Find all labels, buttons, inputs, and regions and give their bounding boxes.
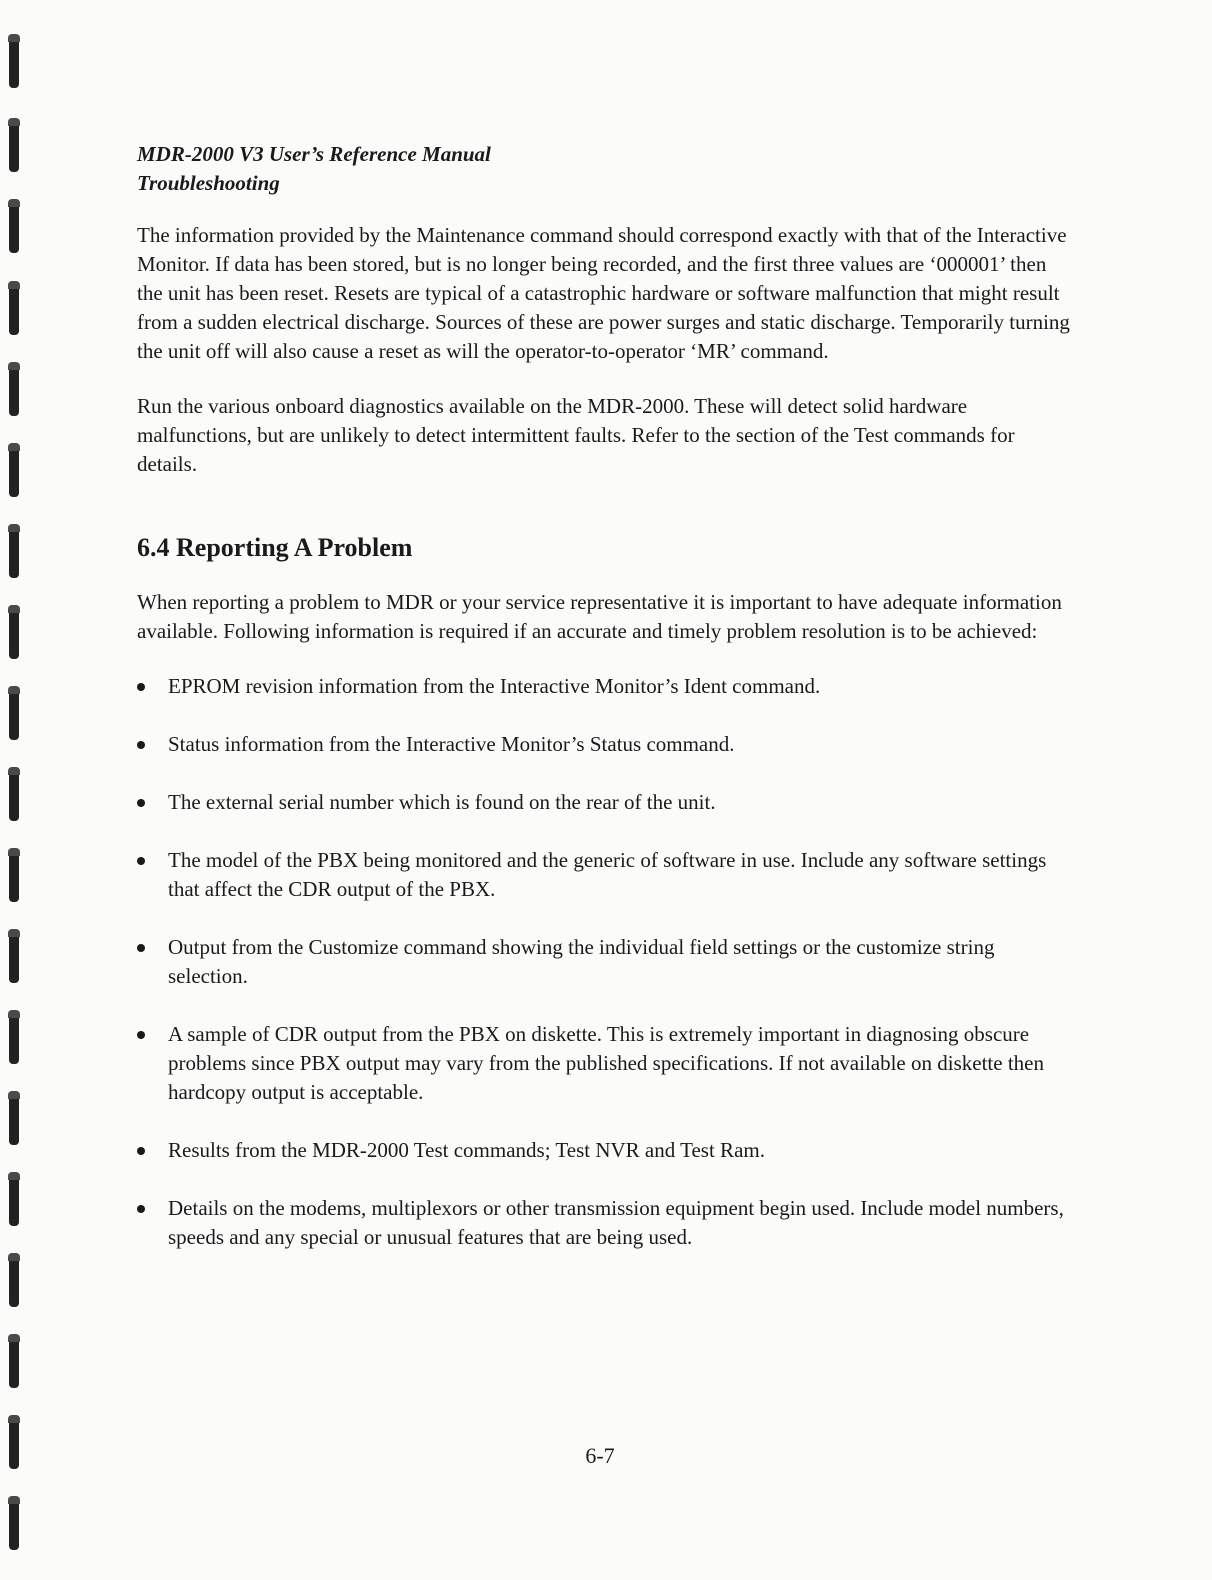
list-item xyxy=(137,788,1072,817)
punch-hole xyxy=(9,203,19,253)
bullet-icon xyxy=(137,944,145,952)
punch-hole xyxy=(9,1500,19,1550)
punch-hole xyxy=(9,1419,19,1469)
section-heading: 6.4 Reporting A Problem xyxy=(137,533,413,562)
list-item xyxy=(137,1194,1072,1252)
list-item-text: Status information from the Interactive Monitor’s Status command. xyxy=(168,732,735,756)
punch-hole xyxy=(9,1014,19,1064)
document-page xyxy=(137,140,1072,1252)
bullet-icon xyxy=(137,683,145,691)
list-item xyxy=(137,846,1072,904)
list-item xyxy=(137,730,1072,759)
requirements-list xyxy=(137,672,1072,1252)
punch-hole xyxy=(9,1176,19,1226)
bullet-icon xyxy=(137,1031,145,1039)
punch-hole xyxy=(9,447,19,497)
list-item xyxy=(137,933,1072,991)
paragraph-maintenance: The information provided by the Maintenance command should correspond exactly with that of the Interactive Monitor. If data has been stored, but is no longer being recorded, and the first three values are ‘000001’ then the unit has been reset. Resets are typical of a catastrophic hardware or software malfunction that might result from a sudden electrical discharge. Sources of these are power surges and static discharge. Temporarily turning the unit off will also cause a reset as will the operator-to-operator ‘MR’ command. xyxy=(137,223,1070,363)
punch-hole xyxy=(9,852,19,902)
paragraph-diagnostics: Run the various onboard diagnostics available on the MDR-2000. These will detect solid hardware malfunctions, but are unlikely to detect intermittent faults. Refer to the section of the Test commands for details. xyxy=(137,394,1015,476)
bullet-icon xyxy=(137,799,145,807)
punch-hole xyxy=(9,122,19,172)
list-item-text: A sample of CDR output from the PBX on diskette. This is extremely important in diagnosing obscure problems since PBX output may vary from the published specifications. If not available on diskette then hardcopy output is acceptable. xyxy=(168,1022,1044,1104)
binding-punch-holes xyxy=(0,0,40,1580)
punch-hole xyxy=(9,366,19,416)
list-item-text: The model of the PBX being monitored and the generic of software in use. Include any software settings that affect the CDR output of the PBX. xyxy=(168,848,1047,901)
list-item-text: Details on the modems, multiplexors or other transmission equipment begin used. Include model numbers, speeds and any special or unusual features that are being used. xyxy=(168,1196,1064,1249)
list-item-text: The external serial number which is found on the rear of the unit. xyxy=(168,790,716,814)
list-item xyxy=(137,1136,1072,1165)
punch-hole xyxy=(9,609,19,659)
bullet-icon xyxy=(137,741,145,749)
punch-hole xyxy=(9,690,19,740)
punch-hole xyxy=(9,38,19,88)
list-item-text: Results from the MDR-2000 Test commands; Test NVR and Test Ram. xyxy=(168,1138,765,1162)
manual-title: MDR-2000 V3 User’s Reference Manual xyxy=(137,142,491,166)
punch-hole xyxy=(9,1338,19,1388)
list-item xyxy=(137,1020,1072,1107)
bullet-icon xyxy=(137,1205,145,1213)
list-item-text: EPROM revision information from the Interactive Monitor’s Ident command. xyxy=(168,674,821,698)
list-item xyxy=(137,672,1072,701)
punch-hole xyxy=(9,933,19,983)
chapter-title: Troubleshooting xyxy=(137,171,280,195)
punch-hole xyxy=(9,771,19,821)
list-item-text: Output from the Customize command showing the individual field settings or the customize string selection. xyxy=(168,935,995,988)
bullet-icon xyxy=(137,857,145,865)
punch-hole xyxy=(9,528,19,578)
punch-hole xyxy=(9,285,19,335)
punch-hole xyxy=(9,1257,19,1307)
punch-hole xyxy=(9,1095,19,1145)
page-number: 6-7 xyxy=(585,1443,615,1468)
section-intro: When reporting a problem to MDR or your service representative it is important to have adequate information available. Following information is required if an accurate and timely problem resolution is to be achieved: xyxy=(137,590,1062,643)
bullet-icon xyxy=(137,1147,145,1155)
